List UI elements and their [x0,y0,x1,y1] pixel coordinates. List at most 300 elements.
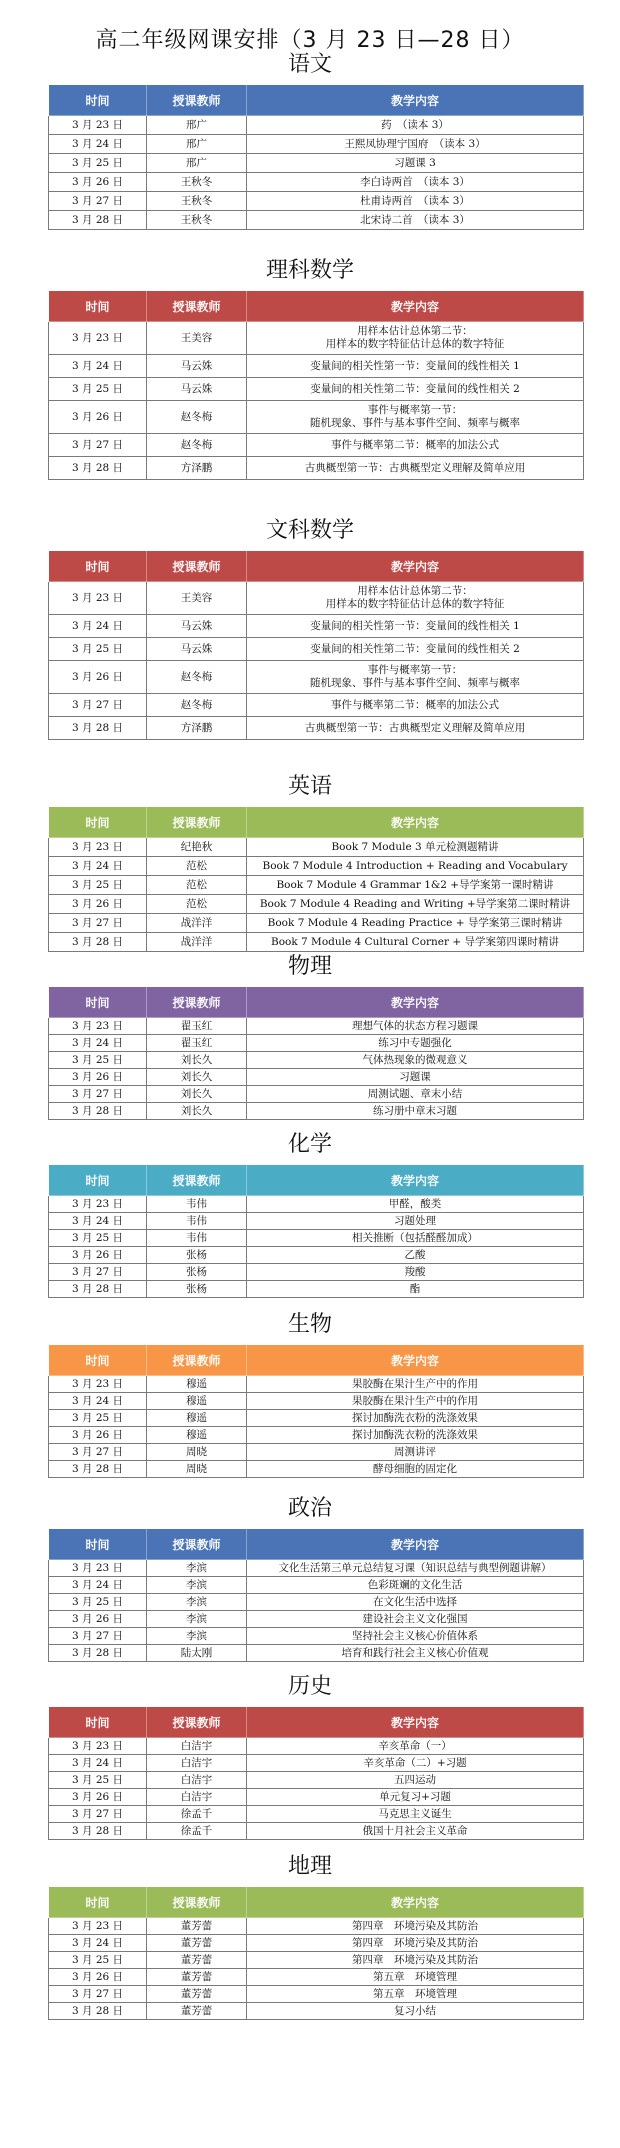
table-row [49,173,584,192]
table-row [49,1918,584,1935]
subject-title: 语文 [287,52,332,77]
cell-date: 3 月 25 日 [49,1594,147,1611]
cell-date: 3 月 23 日 [49,1376,147,1393]
cell-teacher: 纪艳秋 [147,838,247,857]
cell-content: 第四章 环境污染及其防治 [247,1952,584,1969]
cell-teacher: 邢广 [147,116,247,135]
cell-teacher: 李滨 [147,1594,247,1611]
cell-date: 3 月 23 日 [49,116,147,135]
table-row [49,933,584,952]
schedule-table [48,1886,584,2020]
subject-title: 化学 [287,1132,332,1157]
cell-date: 3 月 28 日 [49,211,147,230]
cell-teacher: 董芳蕾 [147,2003,247,2020]
cell-date: 3 月 26 日 [49,661,147,694]
cell-date: 3 月 23 日 [49,1196,147,1213]
table-row [49,1789,584,1806]
cell-teacher: 张杨 [147,1247,247,1264]
table-row [49,1594,584,1611]
cell-teacher: 白洁宇 [147,1789,247,1806]
table-row [49,615,584,638]
cell-date: 3 月 23 日 [49,1018,147,1035]
cell-date: 3 月 26 日 [49,1789,147,1806]
cell-date: 3 月 24 日 [49,355,147,378]
table-row [49,1560,584,1577]
cell-date: 3 月 26 日 [49,1069,147,1086]
header-teacher: 授课教师 [147,1707,247,1738]
cell-date: 3 月 25 日 [49,1952,147,1969]
table-row [49,1281,584,1298]
cell-date: 3 月 25 日 [49,1230,147,1247]
cell-content: 古典概型第一节：古典概型定义理解及简单应用 [247,717,584,740]
cell-date: 3 月 27 日 [49,694,147,717]
table-row [49,192,584,211]
cell-content: 练习册中章末习题 [247,1103,584,1120]
header-teacher: 授课教师 [147,1887,247,1918]
table-row [49,582,584,615]
header-time: 时间 [49,291,147,322]
subject-section [0,1312,620,1478]
cell-date: 3 月 28 日 [49,1823,147,1840]
cell-content: 变量间的相关性第二节：变量间的线性相关 2 [247,638,584,661]
cell-date: 3 月 24 日 [49,1577,147,1594]
cell-date: 3 月 27 日 [49,1806,147,1823]
table-row [49,838,584,857]
cell-content: 俄国十月社会主义革命 [247,1823,584,1840]
table-row [49,1196,584,1213]
schedule-table [48,986,584,1120]
subject-title: 物理 [287,954,332,979]
cell-teacher: 邢广 [147,154,247,173]
cell-date: 3 月 26 日 [49,173,147,192]
cell-content: 在文化生活中选择 [247,1594,584,1611]
cell-date: 3 月 25 日 [49,378,147,401]
cell-teacher: 白洁宇 [147,1772,247,1789]
table-header-row [49,291,584,322]
cell-content: 第四章 环境污染及其防治 [247,1918,584,1935]
table-row [49,116,584,135]
cell-date: 3 月 26 日 [49,1247,147,1264]
table-row [49,638,584,661]
header-time: 时间 [49,551,147,582]
cell-teacher: 王秋冬 [147,192,247,211]
cell-teacher: 赵冬梅 [147,401,247,434]
subject-title: 理科数学 [265,258,354,283]
table-row [49,1738,584,1755]
cell-content: 酯 [247,1281,584,1298]
cell-date: 3 月 23 日 [49,1738,147,1755]
cell-teacher: 翟玉红 [147,1018,247,1035]
cell-content: 习题课 [247,1069,584,1086]
header-time: 时间 [49,1887,147,1918]
subject-section [0,1854,620,2020]
cell-teacher: 穆遥 [147,1393,247,1410]
cell-teacher: 张杨 [147,1264,247,1281]
cell-date: 3 月 27 日 [49,1628,147,1645]
table-row [49,154,584,173]
header-teacher: 授课教师 [147,1165,247,1196]
cell-content: 羧酸 [247,1264,584,1281]
cell-content: 探讨加酶洗衣粉的洗涤效果 [247,1427,584,1444]
table-header-row [49,1887,584,1918]
cell-date: 3 月 25 日 [49,1410,147,1427]
subject-section [0,954,620,1120]
table-row [49,1577,584,1594]
cell-content: 北宋诗二首 （读本 3） [247,211,584,230]
cell-content: 色彩斑斓的文化生活 [247,1577,584,1594]
header-time: 时间 [49,987,147,1018]
subject-title: 历史 [287,1674,332,1699]
page-title: 高二年级网课安排（3 月 23 日—28 日） [95,28,525,53]
cell-teacher: 战洋洋 [147,914,247,933]
cell-date: 3 月 26 日 [49,895,147,914]
cell-date: 3 月 27 日 [49,1444,147,1461]
cell-teacher: 韦伟 [147,1213,247,1230]
cell-content: 果胶酶在果汁生产中的作用 [247,1376,584,1393]
cell-teacher: 李滨 [147,1611,247,1628]
cell-teacher: 张杨 [147,1281,247,1298]
cell-content: 气体热现象的微观意义 [247,1052,584,1069]
cell-date: 3 月 28 日 [49,933,147,952]
cell-teacher: 刘长久 [147,1103,247,1120]
cell-teacher: 穆遥 [147,1427,247,1444]
cell-teacher: 王美容 [147,582,247,615]
cell-content: 周测试题、章末小结 [247,1086,584,1103]
cell-date: 3 月 28 日 [49,457,147,480]
cell-content: Book 7 Module 3 单元检测题精讲 [247,838,584,857]
cell-teacher: 王秋冬 [147,211,247,230]
cell-content: 复习小结 [247,2003,584,2020]
cell-teacher: 陆太刚 [147,1645,247,1662]
table-header-row [49,1165,584,1196]
table-row [49,1772,584,1789]
cell-teacher: 韦伟 [147,1230,247,1247]
table-row [49,1823,584,1840]
cell-teacher: 范松 [147,857,247,876]
cell-date: 3 月 24 日 [49,1755,147,1772]
cell-date: 3 月 28 日 [49,717,147,740]
schedule-table [48,1528,584,1662]
header-content: 教学内容 [247,1345,584,1376]
cell-content: Book 7 Module 4 Introduction + Reading and Vocabulary [247,857,584,876]
cell-content: 用样本估计总体第二节： 用样本的数字特征估计总体的数字特征 [247,322,584,355]
cell-date: 3 月 23 日 [49,1560,147,1577]
cell-teacher: 白洁宇 [147,1755,247,1772]
cell-date: 3 月 26 日 [49,401,147,434]
header-teacher: 授课教师 [147,1529,247,1560]
header-content: 教学内容 [247,291,584,322]
table-row [49,1069,584,1086]
cell-content: 药 （读本 3） [247,116,584,135]
cell-content: 培育和践行社会主义核心价值观 [247,1645,584,1662]
cell-teacher: 马云姝 [147,638,247,661]
cell-date: 3 月 23 日 [49,838,147,857]
cell-date: 3 月 27 日 [49,1086,147,1103]
cell-teacher: 方泽鹏 [147,457,247,480]
cell-content: 事件与概率第一节： 随机现象、事件与基本事件空间、频率与概率 [247,661,584,694]
header-teacher: 授课教师 [147,987,247,1018]
table-row [49,1103,584,1120]
header-content: 教学内容 [247,1165,584,1196]
table-row [49,1952,584,1969]
table-row [49,434,584,457]
header-content: 教学内容 [247,551,584,582]
cell-date: 3 月 25 日 [49,154,147,173]
table-row [49,694,584,717]
table-row [49,1213,584,1230]
cell-teacher: 韦伟 [147,1196,247,1213]
subject-title: 生物 [287,1312,332,1337]
table-row [49,1264,584,1281]
subject-section [0,258,620,480]
header-teacher: 授课教师 [147,291,247,322]
cell-content: 五四运动 [247,1772,584,1789]
table-row [49,1376,584,1393]
cell-date: 3 月 24 日 [49,615,147,638]
cell-date: 3 月 28 日 [49,1281,147,1298]
cell-teacher: 王秋冬 [147,173,247,192]
cell-date: 3 月 23 日 [49,1918,147,1935]
cell-content: Book 7 Module 4 Reading and Writing +导学案第二课时精讲 [247,895,584,914]
cell-date: 3 月 26 日 [49,1611,147,1628]
cell-date: 3 月 27 日 [49,1264,147,1281]
cell-content: 习题课 3 [247,154,584,173]
cell-teacher: 刘长久 [147,1086,247,1103]
table-row [49,355,584,378]
cell-teacher: 方泽鹏 [147,717,247,740]
schedule-table [48,84,584,230]
header-time: 时间 [49,1529,147,1560]
subject-section [0,774,620,952]
schedule-table [48,806,584,952]
cell-date: 3 月 28 日 [49,1103,147,1120]
cell-content: 周测讲评 [247,1444,584,1461]
cell-content: 辛亥革命（一） [247,1738,584,1755]
table-row [49,717,584,740]
cell-teacher: 赵冬梅 [147,434,247,457]
subject-section [0,518,620,740]
cell-content: 单元复习+习题 [247,1789,584,1806]
cell-teacher: 范松 [147,876,247,895]
cell-teacher: 董芳蕾 [147,1986,247,2003]
header-content: 教学内容 [247,1529,584,1560]
table-row [49,1755,584,1772]
cell-content: 相关推断（包括醛醛加成） [247,1230,584,1247]
cell-teacher: 战洋洋 [147,933,247,952]
cell-date: 3 月 24 日 [49,135,147,154]
header-teacher: 授课教师 [147,551,247,582]
cell-content: 乙酸 [247,1247,584,1264]
cell-content: 王熙凤协理宁国府 （读本 3） [247,135,584,154]
table-row [49,914,584,933]
cell-teacher: 穆遥 [147,1376,247,1393]
table-row [49,1444,584,1461]
subject-section [0,1674,620,1840]
cell-teacher: 白洁宇 [147,1738,247,1755]
cell-content: 变量间的相关性第一节：变量间的线性相关 1 [247,615,584,638]
cell-teacher: 刘长久 [147,1069,247,1086]
schedule-table [48,1344,584,1478]
cell-content: 杜甫诗两首 （读本 3） [247,192,584,211]
subject-title: 英语 [287,774,332,799]
header-time: 时间 [49,1165,147,1196]
header-time: 时间 [49,1707,147,1738]
table-row [49,1018,584,1035]
cell-date: 3 月 27 日 [49,914,147,933]
cell-teacher: 李滨 [147,1577,247,1594]
cell-content: 理想气体的状态方程习题课 [247,1018,584,1035]
table-row [49,876,584,895]
table-row [49,1035,584,1052]
table-row [49,1410,584,1427]
table-header-row [49,551,584,582]
table-row [49,1986,584,2003]
table-row [49,1247,584,1264]
cell-date: 3 月 23 日 [49,582,147,615]
header-content: 教学内容 [247,1707,584,1738]
cell-content: Book 7 Module 4 Reading Practice + 导学案第三课时精讲 [247,914,584,933]
cell-content: 探讨加酶洗衣粉的洗涤效果 [247,1410,584,1427]
cell-teacher: 周晓 [147,1444,247,1461]
cell-content: 建设社会主义文化强国 [247,1611,584,1628]
cell-content: 甲醛，酸类 [247,1196,584,1213]
cell-date: 3 月 27 日 [49,434,147,457]
cell-teacher: 马云姝 [147,378,247,401]
cell-content: 文化生活第三单元总结复习课（知识总结与典型例题讲解） [247,1560,584,1577]
header-time: 时间 [49,85,147,116]
cell-date: 3 月 28 日 [49,1645,147,1662]
header-teacher: 授课教师 [147,1345,247,1376]
cell-teacher: 邢广 [147,135,247,154]
cell-content: 事件与概率第一节： 随机现象、事件与基本事件空间、频率与概率 [247,401,584,434]
cell-teacher: 马云姝 [147,615,247,638]
cell-content: 变量间的相关性第一节：变量间的线性相关 1 [247,355,584,378]
table-row [49,895,584,914]
cell-date: 3 月 24 日 [49,857,147,876]
cell-date: 3 月 24 日 [49,1935,147,1952]
cell-content: 果胶酶在果汁生产中的作用 [247,1393,584,1410]
cell-date: 3 月 27 日 [49,192,147,211]
cell-date: 3 月 23 日 [49,322,147,355]
schedule-table [48,1706,584,1840]
table-header-row [49,987,584,1018]
table-row [49,1806,584,1823]
table-row [49,857,584,876]
table-row [49,1645,584,1662]
table-row [49,1628,584,1645]
header-time: 时间 [49,807,147,838]
table-row [49,322,584,355]
subject-title: 政治 [287,1496,332,1521]
table-row [49,135,584,154]
cell-teacher: 赵冬梅 [147,694,247,717]
subject-section [0,1132,620,1298]
cell-content: Book 7 Module 4 Cultural Corner + 导学案第四课时精讲 [247,933,584,952]
cell-teacher: 刘长久 [147,1052,247,1069]
table-header-row [49,1529,584,1560]
table-row [49,1393,584,1410]
cell-content: 变量间的相关性第二节：变量间的线性相关 2 [247,378,584,401]
table-header-row [49,1707,584,1738]
cell-date: 3 月 27 日 [49,1986,147,2003]
table-row [49,2003,584,2020]
cell-teacher: 王美容 [147,322,247,355]
cell-teacher: 马云姝 [147,355,247,378]
cell-date: 3 月 25 日 [49,876,147,895]
table-row [49,1935,584,1952]
table-row [49,211,584,230]
cell-teacher: 周晓 [147,1461,247,1478]
cell-content: 辛亥革命（二）+习题 [247,1755,584,1772]
cell-content: 事件与概率第二节：概率的加法公式 [247,694,584,717]
table-row [49,1427,584,1444]
cell-date: 3 月 24 日 [49,1035,147,1052]
cell-teacher: 徐孟千 [147,1823,247,1840]
cell-content: 第四章 环境污染及其防治 [247,1935,584,1952]
cell-date: 3 月 25 日 [49,1052,147,1069]
cell-content: 马克思主义诞生 [247,1806,584,1823]
cell-teacher: 李滨 [147,1628,247,1645]
table-row [49,457,584,480]
header-content: 教学内容 [247,987,584,1018]
table-row [49,1461,584,1478]
schedule-table [48,550,584,740]
cell-date: 3 月 26 日 [49,1427,147,1444]
cell-date: 3 月 24 日 [49,1213,147,1230]
table-row [49,1611,584,1628]
cell-date: 3 月 25 日 [49,1772,147,1789]
header-teacher: 授课教师 [147,85,247,116]
table-row [49,401,584,434]
cell-teacher: 董芳蕾 [147,1969,247,1986]
cell-teacher: 翟玉红 [147,1035,247,1052]
table-header-row [49,1345,584,1376]
subject-title: 文科数学 [265,518,354,543]
cell-date: 3 月 28 日 [49,1461,147,1478]
subject-section [0,1496,620,1662]
cell-content: 坚持社会主义核心价值体系 [247,1628,584,1645]
subject-title: 地理 [287,1854,332,1879]
cell-content: 第五章 环境管理 [247,1969,584,1986]
table-row [49,1230,584,1247]
header-content: 教学内容 [247,1887,584,1918]
header-content: 教学内容 [247,807,584,838]
cell-content: 古典概型第一节：古典概型定义理解及简单应用 [247,457,584,480]
cell-content: 事件与概率第二节：概率的加法公式 [247,434,584,457]
cell-teacher: 董芳蕾 [147,1918,247,1935]
cell-content: 李白诗两首 （读本 3） [247,173,584,192]
cell-teacher: 李滨 [147,1560,247,1577]
cell-date: 3 月 25 日 [49,638,147,661]
schedule-table [48,1164,584,1298]
cell-content: Book 7 Module 4 Grammar 1&2 +导学案第一课时精讲 [247,876,584,895]
cell-teacher: 董芳蕾 [147,1935,247,1952]
header-time: 时间 [49,1345,147,1376]
table-row [49,1052,584,1069]
cell-content: 练习中专题强化 [247,1035,584,1052]
header-content: 教学内容 [247,85,584,116]
cell-content: 酵母细胞的固定化 [247,1461,584,1478]
header-teacher: 授课教师 [147,807,247,838]
cell-teacher: 范松 [147,895,247,914]
subject-section [0,52,620,230]
cell-date: 3 月 26 日 [49,1969,147,1986]
cell-content: 习题处理 [247,1213,584,1230]
table-row [49,1969,584,1986]
table-row [49,661,584,694]
cell-content: 用样本估计总体第二节： 用样本的数字特征估计总体的数字特征 [247,582,584,615]
table-header-row [49,807,584,838]
